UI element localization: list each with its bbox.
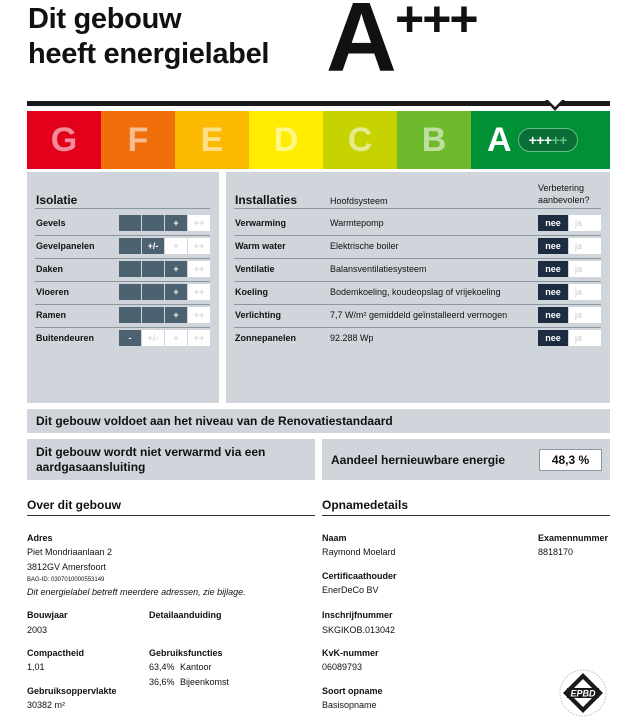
functie-2: Bijeenkomst xyxy=(180,677,230,687)
verbetering-nee: nee xyxy=(538,330,568,346)
scale-band-c xyxy=(323,111,397,169)
isolatie-rating-cell xyxy=(142,307,164,323)
isolatie-rating-cell: + xyxy=(165,261,187,277)
isolatie-row-label: Gevels xyxy=(36,218,66,228)
isolatie-rating xyxy=(119,330,210,346)
compactheid-label: Compactheid xyxy=(27,648,85,658)
installaties-title: Installaties xyxy=(235,193,298,207)
scale-band-b xyxy=(397,111,471,169)
bouwjaar-label: Bouwjaar xyxy=(27,610,68,620)
scale-band-e xyxy=(175,111,249,169)
isolatie-rating-cell: ++ xyxy=(188,284,210,300)
page-title xyxy=(28,2,269,72)
energy-label-plus: +++ xyxy=(395,0,477,47)
hernieuwbaar-value: 48,3 % xyxy=(539,449,602,471)
scale-band-letter: E xyxy=(200,120,224,159)
installaties-panel xyxy=(226,172,610,403)
isolatie-panel xyxy=(27,172,219,403)
epbd-seal-icon xyxy=(558,668,608,718)
adres-line-2: 3812GV Amersfoort xyxy=(27,562,107,572)
verbetering-ja: ja xyxy=(569,215,601,231)
installatie-row-value: 92.288 Wp xyxy=(330,333,374,343)
verbetering-ja: ja xyxy=(569,238,601,254)
bag-id: BAG-ID: 0307010000553149 xyxy=(27,577,105,583)
verbetering-nee: nee xyxy=(538,238,568,254)
isolatie-rating-cell: +/- xyxy=(142,238,164,254)
kvk-value: 06089793 xyxy=(322,662,363,672)
renovatie-bar xyxy=(27,409,610,433)
hernieuwbaar-label: Aandeel hernieuwbare energie xyxy=(331,453,506,467)
gebruiksoppervlakte-value: 30382 m² xyxy=(27,700,66,710)
installatie-row-value: Balansventilatiesysteem xyxy=(330,264,427,274)
isolatie-row-label: Gevelpanelen xyxy=(36,241,95,251)
isolatie-rating-cell: ++ xyxy=(188,307,210,323)
isolatie-rating-cell: ++ xyxy=(188,330,210,346)
isolatie-rating-cell xyxy=(142,261,164,277)
adres-line-1: Piet Mondriaanlaan 2 xyxy=(27,547,113,557)
hoofdsysteem-header: Hoofdsysteem xyxy=(330,196,388,206)
certificaathouder-value: EnerDeCo BV xyxy=(322,585,379,595)
isolatie-row-label: Daken xyxy=(36,264,64,274)
naam-value: Raymond Moelard xyxy=(322,547,396,557)
isolatie-rating-cell xyxy=(119,238,141,254)
isolatie-row-label: Buitendeuren xyxy=(36,333,95,343)
opname-title: Opnamedetails xyxy=(322,498,409,512)
isolatie-rating-cell xyxy=(142,215,164,231)
installatie-row-label: Koeling xyxy=(235,287,268,297)
isolatie-rating xyxy=(119,215,210,231)
isolatie-rating-cell: + xyxy=(165,284,187,300)
kvk-label: KvK-nummer xyxy=(322,648,379,658)
energy-scale xyxy=(27,101,610,167)
adres-label: Adres xyxy=(27,533,53,543)
renovatie-text: Dit gebouw voldoet aan het niveau van de Renovatiestandaard xyxy=(36,414,393,428)
aardgas-bar xyxy=(27,439,315,480)
compactheid-value: 1,01 xyxy=(27,662,45,672)
meerdere-adressen-note: Dit energielabel betreft meerdere adressen, zie bijlage. xyxy=(27,587,246,597)
isolatie-rating xyxy=(119,261,210,277)
isolatie-title: Isolatie xyxy=(36,193,78,207)
isolatie-rating-cell: ++ xyxy=(188,261,210,277)
isolatie-rating-cell xyxy=(119,261,141,277)
isolatie-rating-cell: - xyxy=(119,330,141,346)
installatie-row-value: Elektrische boiler xyxy=(330,241,399,251)
isolatie-rating xyxy=(119,307,210,323)
scale-band-letter: D xyxy=(273,120,299,159)
scale-band-letter: B xyxy=(421,120,447,159)
scale-band-d xyxy=(249,111,323,169)
scale-band-letter: F xyxy=(127,120,149,159)
verbetering-header-2: aanbevolen? xyxy=(538,195,590,205)
verbetering-nee: nee xyxy=(538,284,568,300)
scale-band-letter: C xyxy=(347,120,373,159)
isolatie-rating-cell: +/- xyxy=(142,330,164,346)
isolatie-rating-cell: + xyxy=(165,238,187,254)
isolatie-rating-cell: + xyxy=(165,330,187,346)
title-line-2: heeft energielabel xyxy=(28,38,270,70)
scale-band-letter: A xyxy=(487,120,512,159)
verbetering-ja: ja xyxy=(569,307,601,323)
installatie-row-value: Bodemkoeling, koudeopslag of vrijekoeling xyxy=(330,287,501,297)
functie-2-pct: 36,6% xyxy=(149,677,175,687)
gebruiksoppervlakte-label: Gebruiksoppervlakte xyxy=(27,686,117,696)
verbetering-ja: ja xyxy=(569,330,601,346)
scale-band-a xyxy=(471,111,610,169)
examennummer-value: 8818170 xyxy=(538,547,574,557)
installatie-row-value: 7,7 W/m² gemiddeld geïnstalleerd vermogen xyxy=(330,310,508,320)
detailaanduiding-label: Detailaanduiding xyxy=(149,610,222,620)
scale-band-f xyxy=(101,111,175,169)
verbetering-nee: nee xyxy=(538,215,568,231)
energy-label-letter: A xyxy=(326,0,397,92)
isolatie-rating-cell: ++ xyxy=(188,215,210,231)
installatie-row-label: Verlichting xyxy=(235,310,282,320)
verbetering-nee: nee xyxy=(538,261,568,277)
isolatie-rating-cell xyxy=(119,284,141,300)
naam-label: Naam xyxy=(322,533,347,543)
scale-band-g xyxy=(27,111,101,169)
installatie-row-label: Verwarming xyxy=(235,218,287,228)
aardgas-line-2: aardgasaansluiting xyxy=(36,460,146,474)
epbd-logo-text: EPBD xyxy=(570,688,596,699)
plus-on: +++ xyxy=(528,132,552,148)
isolatie-rating-cell: ++ xyxy=(188,238,210,254)
aardgas-line-1: Dit gebouw wordt niet verwarmd via een xyxy=(36,445,266,459)
isolatie-row-label: Vloeren xyxy=(36,287,70,297)
verbetering-header-1: Verbetering xyxy=(538,183,585,193)
gebruiksfuncties-label: Gebruiksfuncties xyxy=(149,648,223,658)
verbetering-ja: ja xyxy=(569,284,601,300)
soort-opname-value: Basisopname xyxy=(322,700,377,710)
over-title: Over dit gebouw xyxy=(27,498,122,512)
isolatie-rating-cell: + xyxy=(165,307,187,323)
isolatie-rating-cell xyxy=(142,284,164,300)
installatie-row-label: Ventilatie xyxy=(235,264,275,274)
isolatie-rating-cell: + xyxy=(165,215,187,231)
plus-off: ++ xyxy=(551,132,567,148)
functie-1: Kantoor xyxy=(180,662,212,672)
isolatie-rating xyxy=(119,238,210,254)
soort-opname-label: Soort opname xyxy=(322,686,383,696)
installatie-row-label: Warm water xyxy=(235,241,286,251)
isolatie-rating-cell xyxy=(119,307,141,323)
installatie-row-value: Warmtepomp xyxy=(330,218,384,228)
isolatie-rating xyxy=(119,284,210,300)
isolatie-rating-cell xyxy=(119,215,141,231)
certificaathouder-label: Certificaathouder xyxy=(322,571,397,581)
examennummer-label: Examennummer xyxy=(538,533,609,543)
inschrijfnummer-value: SKGIKOB.013042 xyxy=(322,625,396,635)
functie-1-pct: 63,4% xyxy=(149,662,175,672)
installatie-row-label: Zonnepanelen xyxy=(235,333,297,343)
bouwjaar-value: 2003 xyxy=(27,625,48,635)
verbetering-ja: ja xyxy=(569,261,601,277)
inschrijfnummer-label: Inschrijfnummer xyxy=(322,610,393,620)
scale-band-letter: G xyxy=(50,120,78,159)
verbetering-nee: nee xyxy=(538,307,568,323)
isolatie-row-label: Ramen xyxy=(36,310,67,320)
active-plus-pill xyxy=(518,128,578,152)
title-line-1: Dit gebouw xyxy=(28,3,182,35)
